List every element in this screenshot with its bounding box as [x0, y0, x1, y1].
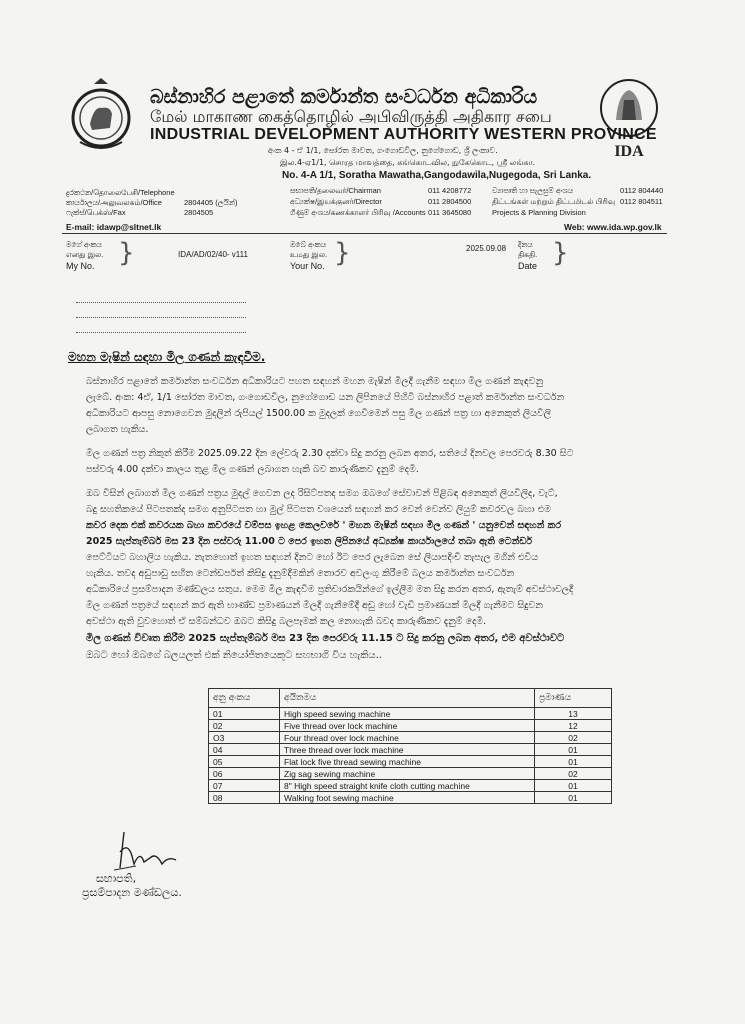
letter-date: 2025.09.08	[466, 244, 507, 253]
office-number: 2804405 (ලයින්)	[184, 198, 238, 207]
row-serial: 04	[209, 744, 280, 756]
telephone-label: දුරකථන/தொலைபேசி/Telephone	[66, 188, 175, 197]
col-header-item: අයිතමය	[280, 689, 535, 708]
director-number: 011 2804500	[428, 197, 472, 206]
fax-number: 2804505	[184, 208, 214, 217]
date-label-tamil: திகதி.	[518, 250, 538, 259]
paragraph-3-line: පෙට්ටියට බහාලිය හැකිය. නැතහොත් ඉහත සඳහන් දිනට හෝ ඊට පෙර ලැබෙන සේ ලියාපදිංචි තැපැල මගින් එවිය	[86, 552, 539, 563]
sri-lanka-emblem-icon	[68, 76, 134, 156]
recipient-line-1	[76, 302, 246, 303]
planning-label-english: Projects & Planning Division	[492, 208, 586, 217]
recipient-line-3	[76, 332, 246, 333]
paragraph-2	[86, 446, 674, 478]
paragraph-1-line: අධිකාරියට ආපසු නොගෙවන මුදලින් රුපියල් 1500.00 ක මුදලක් ගෙවීමෙන් පසු මිල ගණන් පත්‍ර හා අනෙකුත් ලියවිලි	[86, 408, 552, 419]
row-serial: 08	[209, 792, 280, 804]
paragraph-3	[86, 486, 674, 630]
row-serial: 05	[209, 756, 280, 768]
fax-label: ෆැක්ස්/பெக்ஸ்/Fax	[66, 208, 126, 217]
your-no-label: Your No.	[290, 261, 325, 271]
planning-label-tamil: திட்டங்கள் மற்றும் திட்டமிடல் பிரிவு	[492, 197, 615, 206]
col-header-quantity: ප්‍රමාණය	[535, 689, 612, 708]
row-quantity: 01	[535, 744, 612, 756]
row-serial: 02	[209, 720, 280, 732]
paragraph-1-line: බස්නාහිර පළාතේ කර්මාන්ත සංවර්ධන අධිකාරියට පහත සඳහන් මහන මැෂින් මිලදී ගැනීම සඳහා මිල ගණන් කැඳවනු	[86, 376, 544, 387]
date-brace: }	[552, 238, 569, 268]
row-quantity: 01	[535, 756, 612, 768]
email-address: E-mail: idawp@sltnet.lk	[66, 222, 162, 232]
web-address: Web: www.ida.wp.gov.lk	[564, 222, 662, 232]
row-quantity: 13	[535, 708, 612, 720]
paragraph-4-line: ඔබට හෝ ඔබගේ බලයලත් එක් නියෝජිතයෙකුට සහභාගි විය හැකිය..	[86, 650, 382, 661]
table-row	[209, 768, 612, 780]
planning-label-sinhala: ව්‍යාපෘති හා සැලසුම් අංශය	[492, 186, 574, 195]
paragraph-3-line: අධිකාරියේ ප්‍රසම්පාදන මණ්ඩලය සතුය. මෙම මිල කැඳවීම ප්‍රතිචාරකයින්ගේ ඉල්ලීම මත සිදු කරන අතර, ඇතැම් අවස්ථාවලදී	[86, 584, 574, 595]
paragraph-3-line: 2025 සැප්තැම්බර් මස 23 දින පස්වරු 11.00 ට පෙර ඉහත ලිපිනයේ අධ්‍යක්ෂ කාර්යාලයේ තබා ඇති ටෙන්ඩර්	[86, 536, 533, 547]
address-tamil: இல.4-ஏ1/1, சொரத மாவத்தை, கங்கொடவில, நுகேகொட, ஸ்ரீ லங்கா.	[280, 158, 536, 167]
row-item: Four thread over lock machine	[280, 732, 535, 744]
paragraph-1-line: ලබාගත හැකිය.	[86, 424, 149, 435]
office-label: කාර්යාලය/அலுவலகம்/Office	[66, 198, 162, 207]
table-row	[209, 744, 612, 756]
my-no-label: My No.	[66, 261, 95, 271]
my-no-brace: }	[118, 238, 135, 268]
row-item: Flat lock five thread sewing machine	[280, 756, 535, 768]
address-english: No. 4-A 1/1, Soratha Mawatha,Gangodawila,Nugegoda, Sri Lanka.	[282, 170, 592, 181]
paragraph-3-line: මිල ගණන් පත්‍රයේ සඳහන් කර ඇති භාණ්ඩ ප්‍රමාණයන් මිලදී ගැනීමේදී අඩු හෝ වැඩි ප්‍රමාණයක් මිලදී ගැනීමට සිදුවන	[86, 600, 543, 611]
row-serial: 07	[209, 780, 280, 792]
my-no-label-sinhala: මගේ අංකය	[66, 240, 102, 249]
accounts-label: ගිණුම් අංශය/கணக்காளர் பிரிவு /Accounts	[290, 208, 426, 217]
signatory-board: ප්‍රසම්පාදන මණ්ඩලය.	[82, 886, 182, 899]
org-name-english: INDUSTRIAL DEVELOPMENT AUTHORITY WESTERN PROVINCE	[150, 126, 657, 143]
table-row	[209, 756, 612, 768]
header-divider	[62, 233, 667, 234]
org-name-tamil: மேல் மாகாண கைத்தொழில் அபிவிருத்தி அதிகார சபை	[150, 107, 552, 126]
my-no-value: IDA/AD/02/40- v111	[178, 250, 248, 259]
director-label: අධ්‍යක්ෂ/இயக்குனர்/Director	[290, 197, 382, 206]
paragraph-3-line: ඔබ විසින් ලබාගත් මිල ගණන් පත්‍රය මුදල් ගෙවන ලද රිසිට්පතද සමග ඔබගේ සේවාවන් පිළිබඳ අනෙකුත් ලියවිලිද, වැට්,	[86, 488, 558, 499]
row-item: 8" High speed straight knife cloth cutting machine	[280, 780, 535, 792]
row-quantity: 02	[535, 768, 612, 780]
col-header-serial: අනු අංකය	[209, 689, 280, 708]
letter-subject: මහන මැෂින් සඳහා මිල ගණන් කැඳවීම.	[68, 350, 266, 364]
your-no-label-tamil: உமது இல.	[290, 250, 328, 259]
paragraph-1	[86, 374, 674, 438]
row-item: Walking foot sewing machine	[280, 792, 535, 804]
row-quantity: 01	[535, 792, 612, 804]
org-name-sinhala: බස්නාහිර පළාතේ කර්මාන්ත සංවර්ධන අධිකාරිය	[150, 86, 538, 108]
row-serial: 01	[209, 708, 280, 720]
row-item: Five thread over lock machine	[280, 720, 535, 732]
chairman-number: 011 4208772	[428, 186, 472, 195]
paragraph-2-line: මිල ගණන් පත්‍ර නිකුත් කිරීම 2025.09.22 දින ලේවරු 2.30 දක්වා සිදු කරනු ලබන අතර, සතියේ දිනවල පෙරවරු 8.30 සිට	[86, 448, 574, 459]
paragraph-4	[86, 630, 674, 664]
planning-number-1: 0112 804440	[620, 186, 664, 195]
paragraph-3-line: බදු සහතිකයේ පිටපතක්ද සමග අනුපිටපත හා මුල් පිටපත වශයෙන් සඳහන් කර වෙන් වෙන්ව ලියුම් කවරවල බහා එම	[86, 504, 551, 515]
row-serial: 06	[209, 768, 280, 780]
your-no-brace: }	[334, 238, 351, 268]
row-item: Zig sag sewing machine	[280, 768, 535, 780]
ida-logo-text: IDA	[614, 143, 644, 160]
table-header-row	[209, 689, 612, 708]
table-row	[209, 792, 612, 804]
accounts-number: 011 3645080	[428, 208, 472, 217]
recipient-line-2	[76, 317, 246, 318]
row-item: High speed sewing machine	[280, 708, 535, 720]
planning-number-2: 0112 804511	[620, 197, 663, 206]
table-row	[209, 780, 612, 792]
ida-logo-icon	[594, 76, 664, 166]
date-label-sinhala: දිනය	[518, 240, 533, 249]
paragraph-4-line: මිල ගණන් විවෘත කිරීම 2025 සැප්තැම්බර් මස 23 දින පෙරවරු 11.15 ට සිදු කරනු ලබන අතර, එම අවස්ථාවට	[86, 633, 565, 644]
paragraph-3-line: හැකිය. තවද අඩුපාඩු සහිත ටෙන්ඩර්පත් කිසිදු දැනුම්දීමකින් තොරව අවලංගු කිරීමේ බලය කර්මාන්ත සංවර්ධන	[86, 568, 515, 579]
chairman-label: සභාපති/தலைவர்/Chairman	[290, 186, 381, 195]
my-no-label-tamil: எனது இல.	[66, 250, 104, 259]
table-row	[209, 720, 612, 732]
signatory-title: සභාපති,	[96, 872, 137, 885]
paragraph-3-line: කවර දෙක එක් කවරයක බහා කවරයේ වම්පස ඉහළ කෙලවරේ ' මහන මැෂින් සඳහා මිල ගණන් ' යනුවෙන් සඳහන් කර	[86, 520, 562, 531]
table-row	[209, 708, 612, 720]
row-serial: O3	[209, 732, 280, 744]
paragraph-1-line: ලැබේ. අංක: 4ඒ, 1/1 සෝරත මාවත, ගංගොඩවිල, නුගේගොඩ යන ලිපිනයේ පිහිටි බස්නාහිර පළාත් කර්මාන්ත සංවර්ධන	[86, 392, 565, 403]
address-sinhala: අංක 4 - ඒ 1/1, සෝරත මාවත, ගංගොඩවිල, නුගේගොඩ, ශ්‍රී ලංකාව.	[268, 146, 498, 155]
row-quantity: 02	[535, 732, 612, 744]
items-table	[208, 688, 612, 804]
table-row	[209, 732, 612, 744]
row-quantity: 01	[535, 780, 612, 792]
date-label: Date	[518, 261, 538, 271]
row-item: Three thread over lock machine	[280, 744, 535, 756]
paragraph-2-line: පස්වරු 4.00 දක්වා කාලය තුළ මිල ගණන් ලබාගත හැකි බව කාරුණිකව දැනුම් දෙමි.	[86, 464, 419, 475]
paragraph-3-line: අවස්ථා ඇති වුවහොත් ඒ සම්බන්ධව ඔබට කිසිදු බලපෑමක් කල නොහැකි බවද කාරුණිකව දැනුම් දෙමි.	[86, 616, 487, 627]
your-no-label-sinhala: ඔබේ අංකය	[290, 240, 327, 249]
row-quantity: 12	[535, 720, 612, 732]
